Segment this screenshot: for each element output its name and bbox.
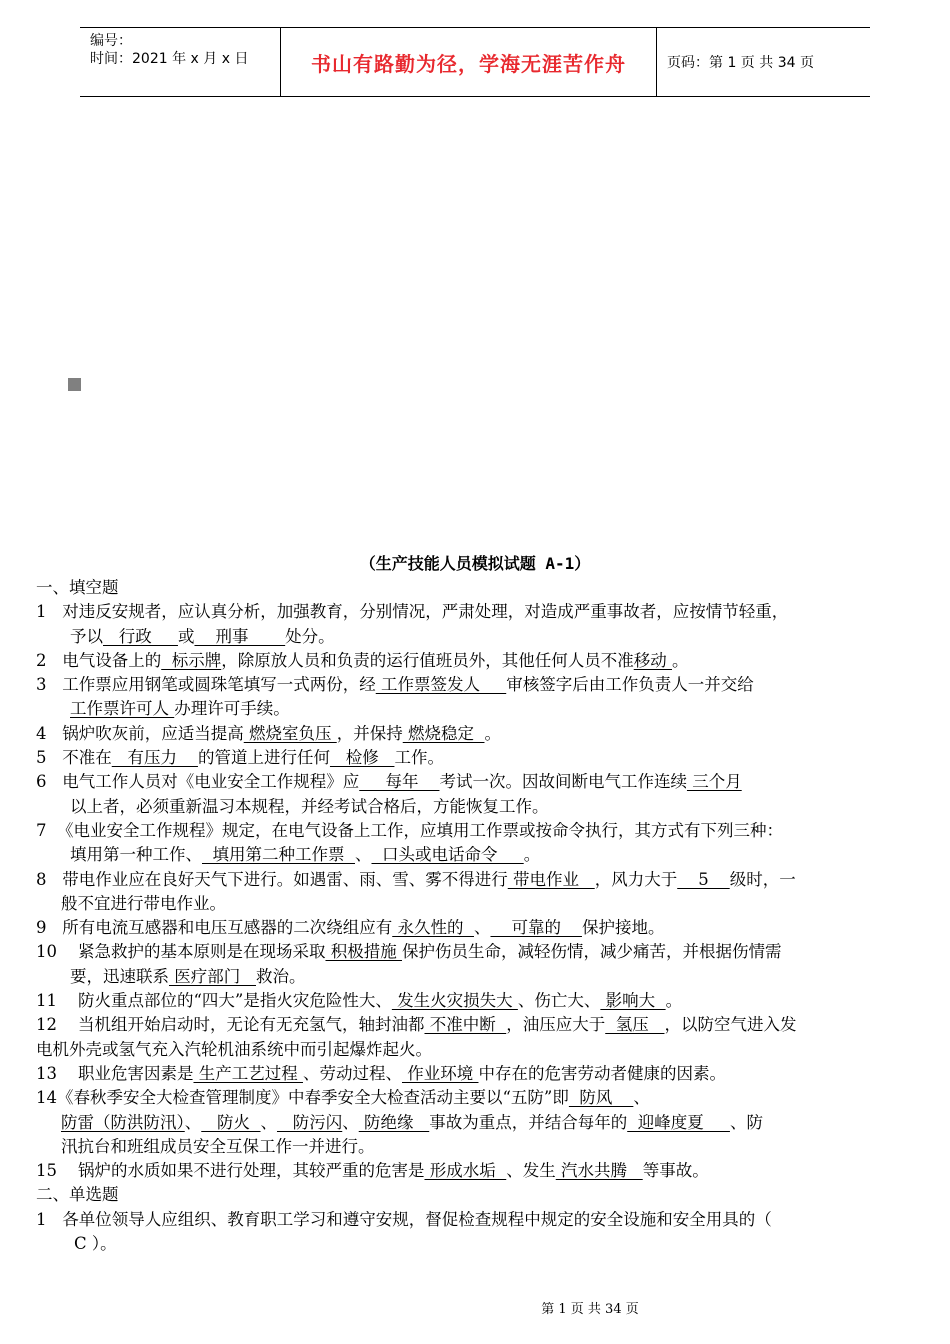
q8-answer-2: 5 (677, 869, 730, 889)
header-page-info: 页码：第 1 页 共 34 页 (667, 55, 814, 71)
q14-text: 、 (260, 1112, 277, 1132)
q2-answer-1: 标示牌 (161, 650, 222, 670)
q2-text: 。 (671, 650, 689, 670)
q9-answer-2: 可靠的 (490, 918, 582, 938)
q10-line2 (36, 965, 921, 989)
s1-line2: C ）。 (74, 1234, 117, 1254)
q9-text: 保护接地。 (581, 918, 665, 938)
q5 (36, 746, 921, 770)
q7-text: 。 (523, 845, 541, 865)
q13-text: 13 职业危害因素是 (36, 1063, 194, 1083)
q14-text: 、防 (729, 1112, 763, 1132)
q15 (36, 1159, 921, 1183)
q3-text: 办理许可手续。 (174, 699, 290, 719)
q10-line1 (36, 940, 921, 964)
q14-line2 (36, 1111, 921, 1135)
q6-text: 6 电气工作人员对《电业安全工作规程》应 (36, 772, 360, 792)
q2-text: 2 电气设备上的 (36, 650, 162, 670)
q10-text: 10 紧急救护的基本原则是在现场采取 (36, 942, 326, 962)
q14-answer-2: 防雷（防洪防汛） (61, 1112, 185, 1132)
q8-answer-1: 带电作业 (507, 869, 595, 889)
q15-text: 等事故。 (642, 1161, 709, 1181)
q14-answer-1: 防风 (568, 1088, 634, 1108)
q12-line1 (36, 1013, 921, 1037)
q1-text: 或 (177, 626, 195, 646)
q11-text: 。 (665, 991, 683, 1011)
header-motto: 书山有路勤为径，学海无涯苦作舟 (280, 28, 657, 96)
q4-text: 4 锅炉吹灰前，应适当提高 (36, 723, 244, 743)
q1-answer-1: 行政 (103, 626, 178, 646)
q2 (36, 649, 921, 673)
document-title: （生产技能人员模拟试题 A-1） (359, 554, 591, 573)
q6-answer-1: 每年 (359, 772, 440, 792)
q11-answer-2: 影响大 (600, 991, 666, 1011)
q7-line2 (36, 843, 921, 867)
q14-answer-5: 防绝缘 (358, 1112, 430, 1132)
q14-text: 、 (342, 1112, 359, 1132)
q12-text: ，油压应大于 (506, 1015, 606, 1035)
q3-text: 审核签字后由工作负责人一并交给 (506, 675, 754, 695)
q14-text: 、 (633, 1088, 650, 1108)
q10-text: 保护伤员生命，减轻伤情，减少痛苦，并根据伤情需 (401, 942, 782, 962)
q1-text: 予以 (70, 626, 103, 646)
q15-answer-2: 汽水共腾 (555, 1161, 643, 1181)
q10-answer-2: 医疗部门 (169, 966, 256, 986)
q7-answer-1: 填用第二种工作票 (202, 845, 355, 865)
q3-line2 (36, 697, 921, 721)
q14-answer-6: 迎峰度夏 (627, 1112, 730, 1132)
q14-answer-3: 防火 (201, 1112, 261, 1132)
q8-line1 (36, 868, 921, 892)
q4-text: ，并保持 (336, 723, 403, 743)
section-fill-in: 一、填空题 (36, 578, 119, 597)
q12-answer-2: 氢压 (605, 1015, 665, 1035)
q6-answer-2: 三个月 (686, 772, 742, 792)
page-header (80, 27, 870, 97)
q4 (36, 722, 921, 746)
q1-line2 (36, 625, 921, 649)
q7-text: 、 (354, 845, 372, 865)
q7-text: 填用第一种工作、 (70, 845, 202, 865)
q13-text: 、劳动过程、 (302, 1063, 402, 1083)
q10-answer-1: 积极措施 (325, 942, 402, 962)
q3-answer-2: 工作票许可人 (70, 699, 175, 719)
q14-text: 、 (184, 1112, 202, 1132)
q10-text: 要，迅速联系 (70, 966, 169, 986)
q13-answer-1: 生产工艺过程 (193, 1063, 303, 1083)
q9-answer-1: 永久性的 (392, 918, 474, 938)
header-meta (80, 28, 280, 96)
q5-text: 的管道上进行任何 (197, 748, 330, 768)
q15-text: 15 锅炉的水质如果不进行处理，其较严重的危害是 (36, 1161, 425, 1181)
q11 (36, 989, 921, 1013)
q12-line2: 电机外壳或氢气充入汽轮机油系统中而引起爆炸起火。 (36, 1039, 432, 1059)
question-body (36, 576, 921, 1256)
q12-text: ，以防空气进入发 (664, 1015, 797, 1035)
q8-text: 级时，一 (729, 869, 796, 889)
q14-line3: 汛抗台和班组成员安全互保工作一并进行。 (61, 1136, 375, 1156)
q6-line1 (36, 770, 921, 794)
q4-answer-1: 燃烧室负压 (243, 723, 337, 743)
q1-answer-2: 刑事 (194, 626, 286, 646)
page-footer: 第 1 页 共 34 页 (541, 1302, 639, 1317)
time-label: 时间：2021 年 x 月 x 日 (90, 51, 249, 67)
q11-text: 11 防火重点部位的“四大”是指火灾危险性大、 (36, 991, 392, 1011)
q12-answer-1: 不准中断 (424, 1015, 507, 1035)
q5-answer-2: 检修 (329, 748, 395, 768)
q6-text: 考试一次。因故间断电气工作连续 (439, 772, 687, 792)
q3-answer-1: 工作票签发人 (375, 675, 507, 695)
q9 (36, 916, 921, 940)
q14-line1 (36, 1086, 921, 1110)
q9-text: 9 所有电流互感器和电压互感器的二次绕组应有 (36, 918, 393, 938)
q8-text: 8 带电作业应在良好天气下进行。如遇雷、雨、雪、雾不得进行 (36, 869, 508, 889)
q7-line1: 7 《电业安全工作规程》规定，在电气设备上工作，应填用工作票或按命令执行，其方式有下列三种： (36, 820, 783, 840)
q2-text: ，除原放人员和负责的运行值班员外，其他任何人员不准 (221, 650, 634, 670)
q11-answer-1: 发生火灾损失大 (391, 991, 518, 1011)
q2-answer-2: 移动 (633, 650, 672, 670)
q1-line1: 1 对违反安规者，应认真分析，加强教育，分别情况，严肃处理，对造成严重事故者，应按情节轻重， (36, 602, 789, 622)
q9-text: 、 (473, 918, 491, 938)
q10-text: 救治。 (255, 966, 306, 986)
section-single-choice: 二、单选题 (36, 1185, 119, 1205)
q3-line1 (36, 673, 921, 697)
q12-text: 12 当机组开始启动时，无论有无充氢气，轴封油都 (36, 1015, 425, 1035)
q5-answer-1: 有压力 (111, 748, 198, 768)
q13-answer-2: 作业环境 (401, 1063, 479, 1083)
q4-answer-2: 燃烧稳定 (402, 723, 485, 743)
q8-line2: 般不宜进行带电作业。 (61, 893, 226, 913)
q7-answer-2: 口头或电话命令 (371, 845, 524, 865)
q15-text: 、发生 (506, 1161, 556, 1181)
s1-line1: 1 各单位领导人应组织、教育职工学习和遵守安规，督促检查规程中规定的安全设施和安全用具的（ (36, 1209, 772, 1229)
q15-answer-1: 形成水垢 (424, 1161, 507, 1181)
q14-text: 14《春秋季安全大检查管理制度》中春季安全大检查活动主要以“五防”即 (36, 1088, 569, 1108)
q14-answer-4: 防污闪 (276, 1112, 343, 1132)
number-label: 编号： (90, 33, 132, 49)
q6-line2: 以上者，必须重新温习本规程，并经考试合格后，方能恢复工作。 (70, 796, 549, 816)
q13-text: 中存在的危害劳动者健康的因素。 (478, 1063, 726, 1083)
q8-text: ，风力大于 (594, 869, 678, 889)
q5-text: 5 不准在 (36, 748, 112, 768)
q1-text: 处分。 (285, 626, 335, 646)
q14-text: 事故为重点，并结合每年的 (429, 1112, 628, 1132)
q11-text: 、伤亡大、 (517, 991, 601, 1011)
bullet-mark (68, 378, 81, 391)
q13 (36, 1062, 921, 1086)
q3-text: 3 工作票应用钢笔或圆珠笔填写一式两份，经 (36, 675, 376, 695)
q5-text: 工作。 (394, 748, 444, 768)
q4-text: 。 (484, 723, 501, 743)
